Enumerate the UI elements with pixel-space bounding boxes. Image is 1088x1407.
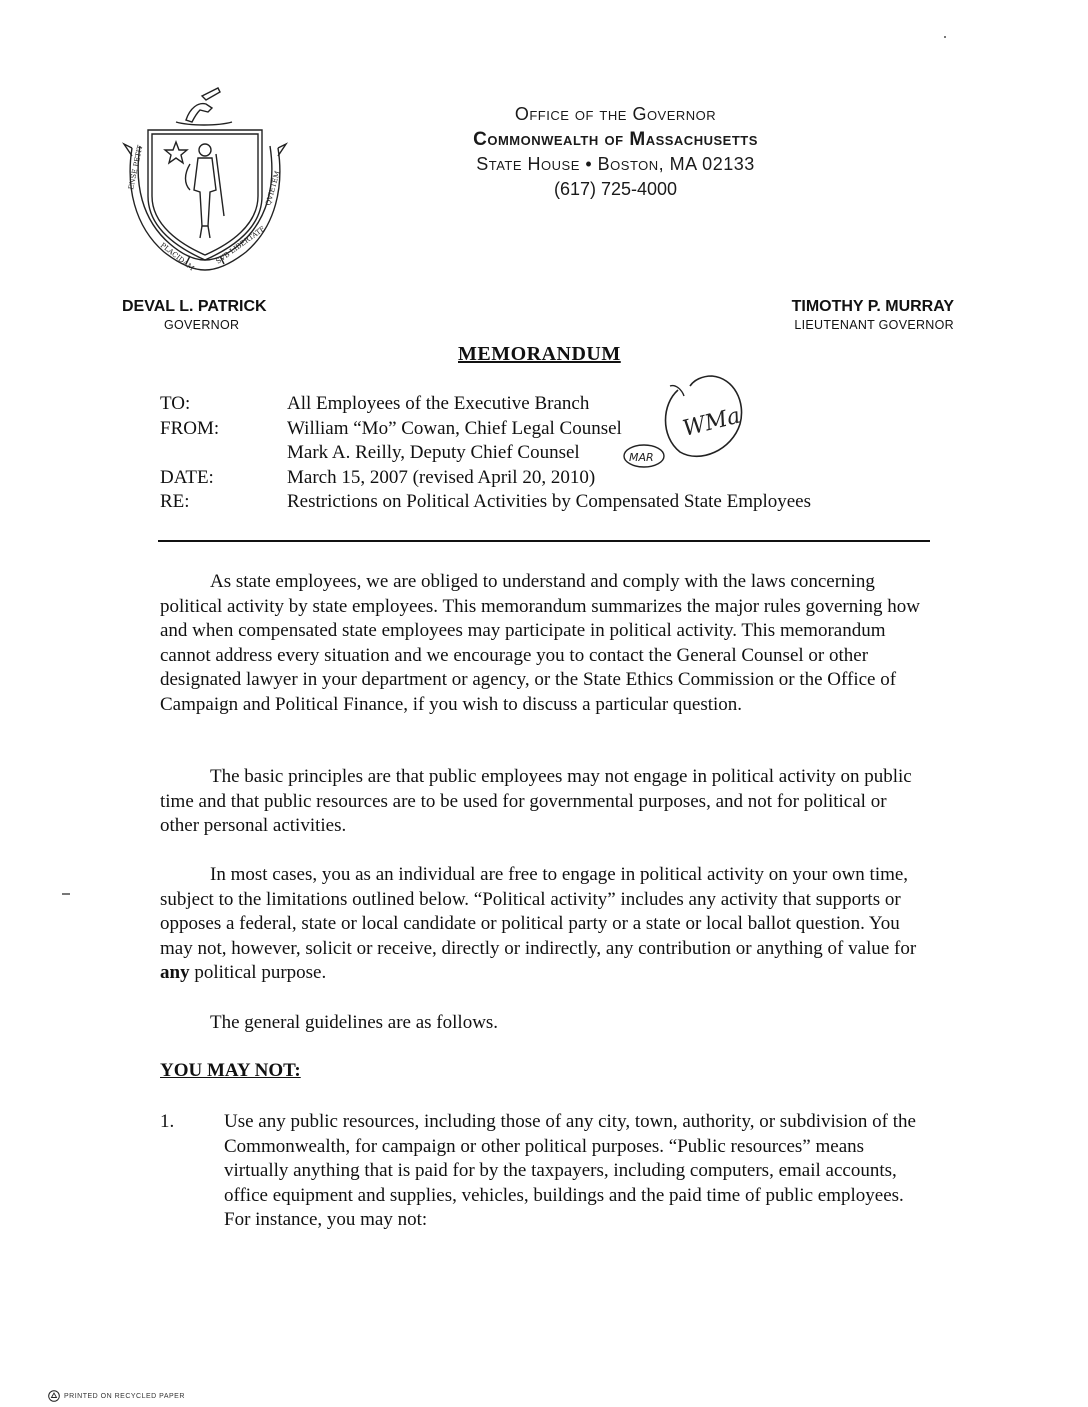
svg-text:WMa: WMa — [680, 403, 743, 442]
item-text: Use any public resources, including those of any city, town, authority, or subdivision of the Commonwealth, for campaign or other political purposes. “Public resources” means virtually anything that is paid for by the taxpayers, including computers, email accounts, office equipment and supplies, vehicles, buildings and the paid time of public employees. For instance, you may not: — [224, 1111, 916, 1230]
svg-text:PLACIDAM: PLACIDAM — [158, 241, 196, 273]
section-heading: YOU MAY NOT: — [160, 1060, 301, 1081]
paragraph-3: In most cases, you as an individual are free to engage in political activity on your own time, subject to the limitations outlined below. “Political activity” includes any activity that supports or opposes a federal, state or local candidate or political party or a state or local ballot question. You may not, however, solicit or receive, directly or indirectly, any contribution or anything of value for any political purpose. — [160, 864, 917, 983]
scan-speck — [62, 893, 70, 895]
recycle-icon — [48, 1390, 60, 1402]
date-value: March 15, 2007 (revised April 20, 2010) — [287, 466, 596, 488]
to-value: All Employees of the Executive Branch — [287, 393, 590, 414]
paragraph-1: As state employees, we are obliged to understand and comply with the laws concerning political activity by state employees. This memorandum summarizes the major rules governing how and when compensated state employees may participate in political activity. This memorandum cannot address every situation and we encourage you to contact the General Counsel or other designated lawyer in your department or agency, or the State Ethics Commission or the Office of Campaign and Political Finance, if you wish to discuss a particular question. — [160, 571, 920, 715]
svg-text:SVB LIBERTATE: SVB LIBERTATE — [214, 224, 267, 266]
svg-text:QVIETEM: QVIETEM — [264, 170, 282, 207]
item-number: 1. — [160, 1111, 175, 1132]
governor-name: DEVAL L. PATRICK — [122, 298, 267, 315]
governor-block — [122, 297, 267, 333]
lt-governor-name: TIMOTHY P. MURRAY — [791, 298, 954, 315]
scan-speck — [944, 36, 946, 38]
handwritten-initials-mar — [618, 441, 666, 471]
header-divider — [158, 540, 930, 542]
from-value-2: Mark A. Reilly, Deputy Chief Counsel — [287, 442, 580, 463]
re-value: Restrictions on Political Activities by Compensated State Employees — [287, 491, 812, 512]
list-item — [160, 1110, 930, 1233]
lt-governor-block — [792, 297, 954, 333]
office-line: Office of the Governor — [514, 104, 717, 124]
paragraph-2: The basic principles are that public employees may not engage in political activity on public time and that public resources are to be used for governmental purposes, and not for political or other personal activities. — [160, 766, 912, 836]
date-label: DATE: — [160, 466, 214, 488]
svg-text:ENSE PETIT: ENSE PETIT — [127, 144, 145, 191]
to-label: TO: — [160, 393, 191, 414]
re-label: RE: — [160, 491, 190, 512]
governor-title: GOVERNOR — [164, 318, 240, 332]
paragraph-4: The general guidelines are as follows. — [210, 1012, 499, 1033]
from-label: FROM: — [160, 417, 220, 439]
commonwealth-seal-icon — [120, 86, 290, 276]
phone-line: (617) 725-4000 — [553, 179, 678, 199]
commonwealth-line: Commonwealth of Massachusetts — [473, 129, 758, 150]
address-line: State House • Boston, MA 02133 — [476, 154, 755, 174]
memo-title: MEMORANDUM — [458, 343, 621, 365]
re-row — [160, 490, 811, 515]
letterhead — [433, 102, 798, 202]
from-value-1: William “Mo” Cowan, Chief Legal Counsel — [287, 417, 622, 439]
svg-text:MAR: MAR — [629, 451, 654, 464]
footer — [48, 1390, 185, 1402]
emphasis-any: any — [160, 962, 190, 983]
lt-governor-title: LIEUTENANT GOVERNOR — [794, 318, 954, 332]
footer-text: PRINTED ON RECYCLED PAPER — [64, 1392, 185, 1400]
